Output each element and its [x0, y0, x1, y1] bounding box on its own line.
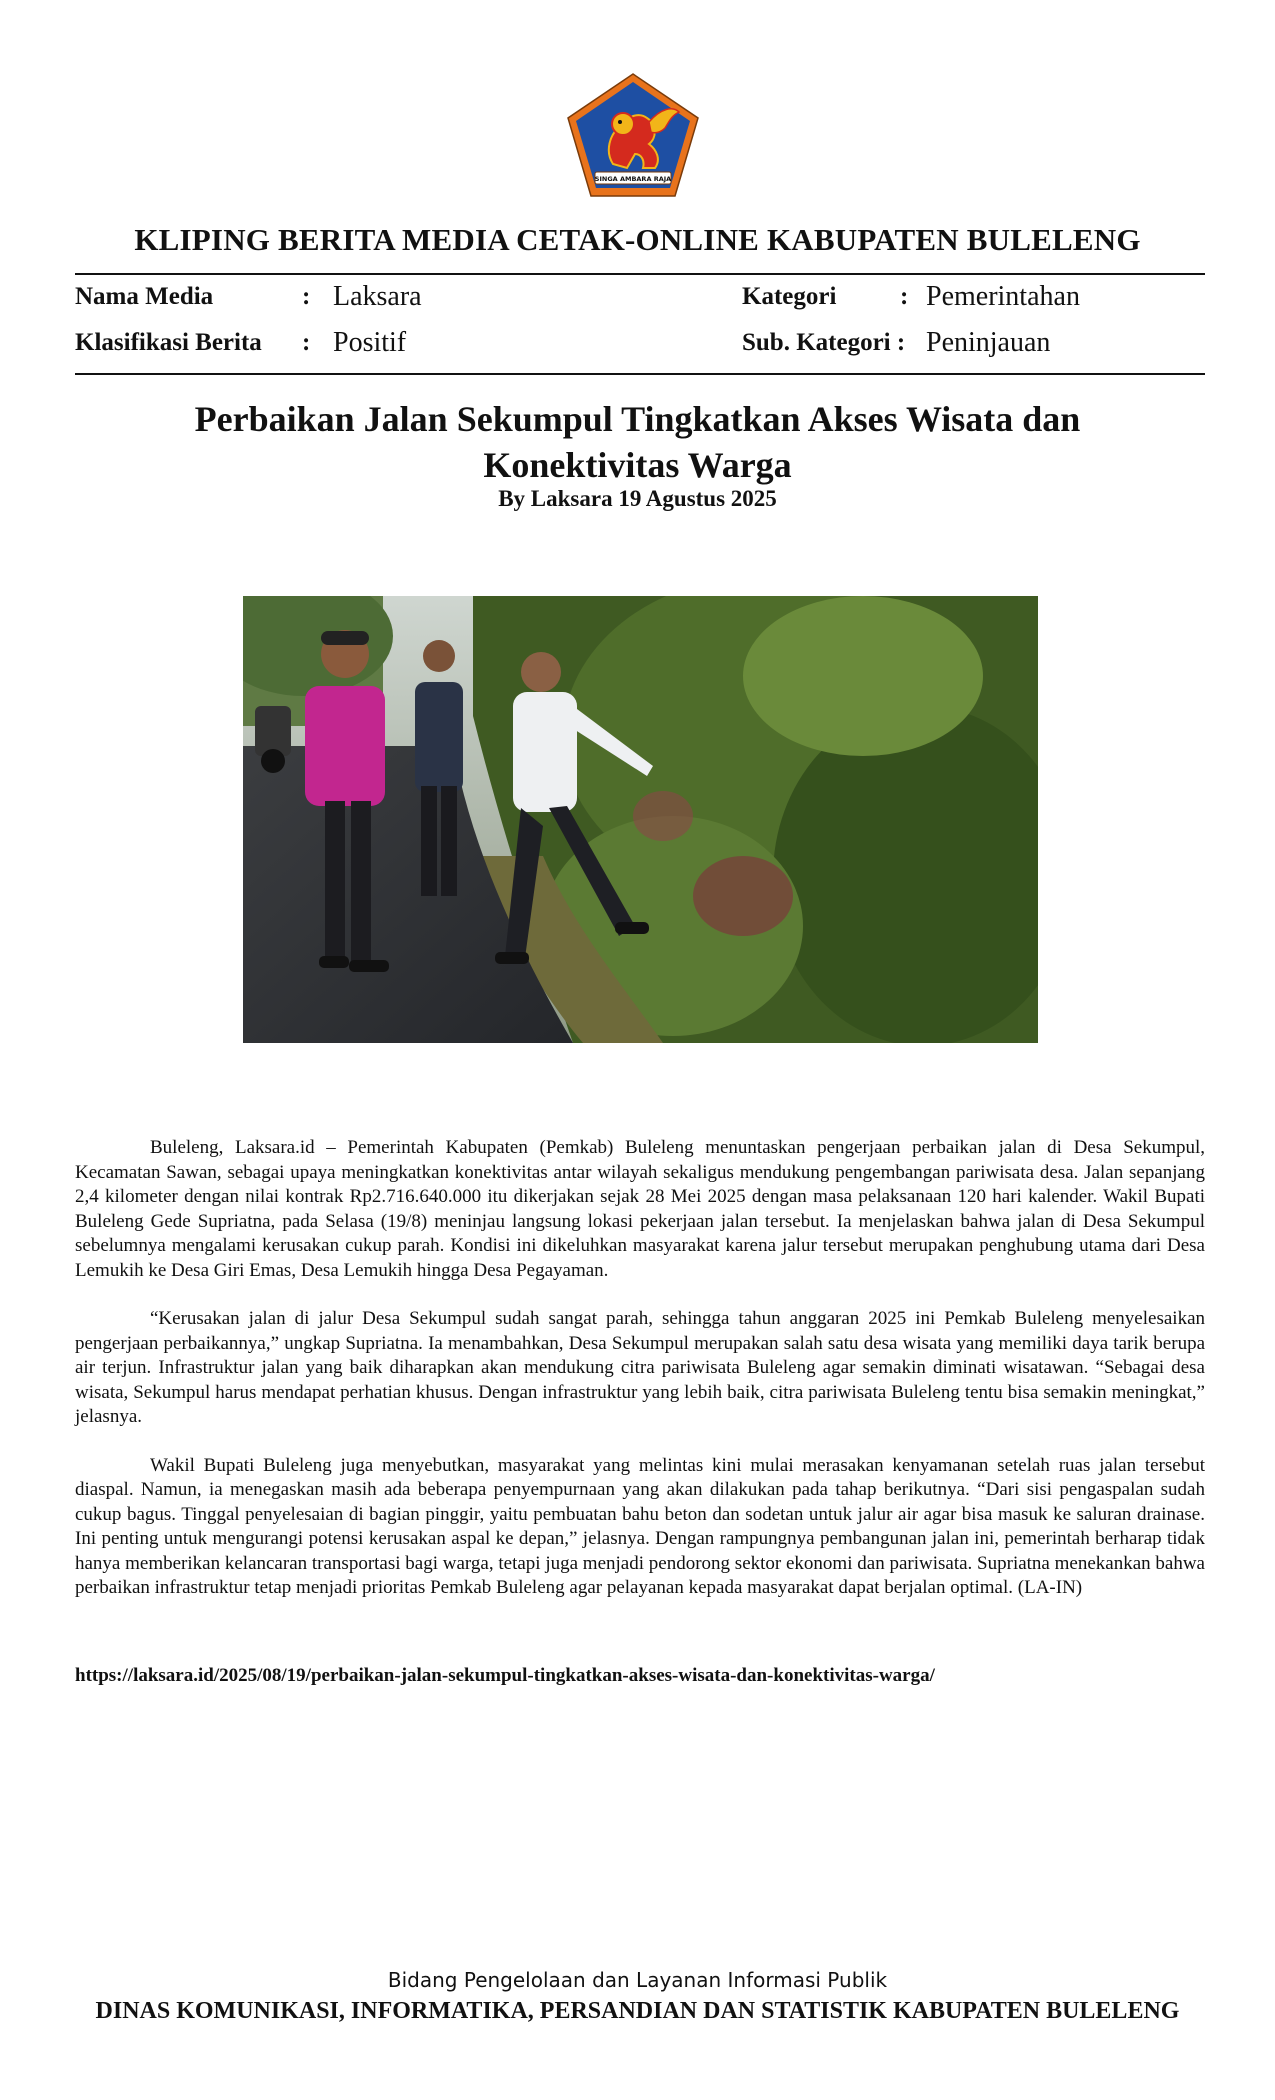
article-paragraph-1: Buleleng, Laksara.id – Pemerintah Kabupaten (Pemkab) Buleleng menuntaskan pengerjaan perbaikan jalan di Desa Sekumpul, Kecamatan Sawan, sebagai upaya meningkatkan konektivitas antar wilayah sekaligus mendukung pengembangan pariwisata desa. Jalan sepanjang 2,4 kilometer dengan nilai kontrak Rp2.716.640.000 itu dikerjakan sejak 28 Mei 2025 dengan masa pelaksanaan 120 hari kalender. Wakil Bupati Buleleng Gede Supriatna, pada Selasa (19/8) meninjau langsung lokasi pekerjaan jalan tersebut. Ia menjelaskan bahwa jalan di Desa Sekumpul sebelumnya mengalami kerusakan cukup parah. Kondisi ini dikeluhkan masyarakat karena jalur tersebut merupakan penghubung utama dari Desa Lemukih ke Desa Giri Emas, Desa Lemukih hingga Desa Pegayaman.	[75, 1137, 1205, 1281]
nama-media-label: Nama Media	[75, 283, 214, 310]
article-paragraph-2: “Kerusakan jalan di jalur Desa Sekumpul sudah sangat parah, sehingga tahun anggaran 2025 ini Pemkab Buleleng menyelesaikan pengerjaan perbaikannya,” ungkap Supriatna. Ia menambahkan, Desa Sekumpul merupakan salah satu desa wisata yang memiliki daya tarik berupa air terjun. Infrastruktur jalan yang baik diharapkan akan mendukung citra pariwisata Buleleng agar semakin diminati wisatawan. “Sebagai desa wisata, Sekumpul harus mendapat perhatian khusus. Dengan infrastruktur yang lebih baik, citra pariwisata Buleleng tentu bisa semakin meningkat,” jelasnya.	[75, 1308, 1205, 1427]
kategori-value: Pemerintahan	[926, 281, 1080, 312]
header-divider-bottom	[75, 373, 1205, 375]
article-title-line-2: Konektivitas Warga	[483, 445, 792, 485]
klasifikasi-label: Klasifikasi Berita	[75, 329, 262, 356]
sub-kategori-value: Peninjauan	[926, 327, 1051, 358]
footer-title: DINAS KOMUNIKASI, INFORMATIKA, PERSANDIAN DAN STATISTIK KABUPATEN BULELENG	[95, 1998, 1180, 2024]
article-paragraph-3: Wakil Bupati Buleleng juga menyebutkan, masyarakat yang melintas kini mulai merasakan kenyamanan setelah ruas jalan tersebut diaspal. Namun, ia menegaskan masih ada beberapa penyempurnaan yang akan dilakukan pada tahap berikutnya. “Dari sisi pengaspalan sudah cukup bagus. Tinggal penyelesaian di bagian pinggir, yaitu pembuatan bahu beton dan sodetan untuk jalur air agar bisa masuk ke saluran drainase. Ini penting untuk mengurangi potensi kerusakan aspal ke depan,” jelasnya. Dengan rampungnya pembangunan jalan ini, pemerintah berharap tidak hanya memberikan kelancaran transportasi bagi warga, tetapi juga menjadi pendorong sektor ekonomi dan pariwisata. Supriatna menekankan bahwa perbaikan infrastruktur tetap menjadi prioritas Pemkab Buleleng agar pelayanan kepada masyarakat dapat berjalan optimal. (LA-IN)	[75, 1454, 1205, 1598]
emblem-motto: SINGA AMBARA RAJA	[594, 175, 672, 183]
article-byline: By Laksara 19 Agustus 2025	[498, 486, 777, 511]
article-photo	[243, 596, 1038, 1043]
page-header-title: KLIPING BERITA MEDIA CETAK-ONLINE KABUPATEN BULELENG	[134, 222, 1141, 257]
article-body	[75, 1136, 1205, 1625]
article-title	[140, 396, 1135, 488]
footer-subtitle: Bidang Pengelolaan dan Layanan Informasi Publik	[387, 1968, 888, 1992]
nama-media-value: Laksara	[333, 281, 422, 312]
klasifikasi-value: Positif	[333, 327, 407, 358]
header-divider-top	[75, 273, 1205, 275]
buleleng-emblem-icon	[565, 72, 701, 200]
nama-media-colon: :	[302, 283, 311, 310]
article-source-link[interactable]: https://laksara.id/2025/08/19/perbaikan-jalan-sekumpul-tingkatkan-akses-wisata-dan-konektivitas-warga/	[75, 1665, 935, 1686]
sub-kategori-label: Sub. Kategori :	[742, 329, 906, 356]
kategori-label: Kategori	[742, 283, 837, 310]
article-title-line-1: Perbaikan Jalan Sekumpul Tingkatkan Akses Wisata dan	[194, 399, 1081, 439]
kategori-colon: :	[900, 283, 909, 310]
klasifikasi-colon: :	[302, 329, 311, 356]
